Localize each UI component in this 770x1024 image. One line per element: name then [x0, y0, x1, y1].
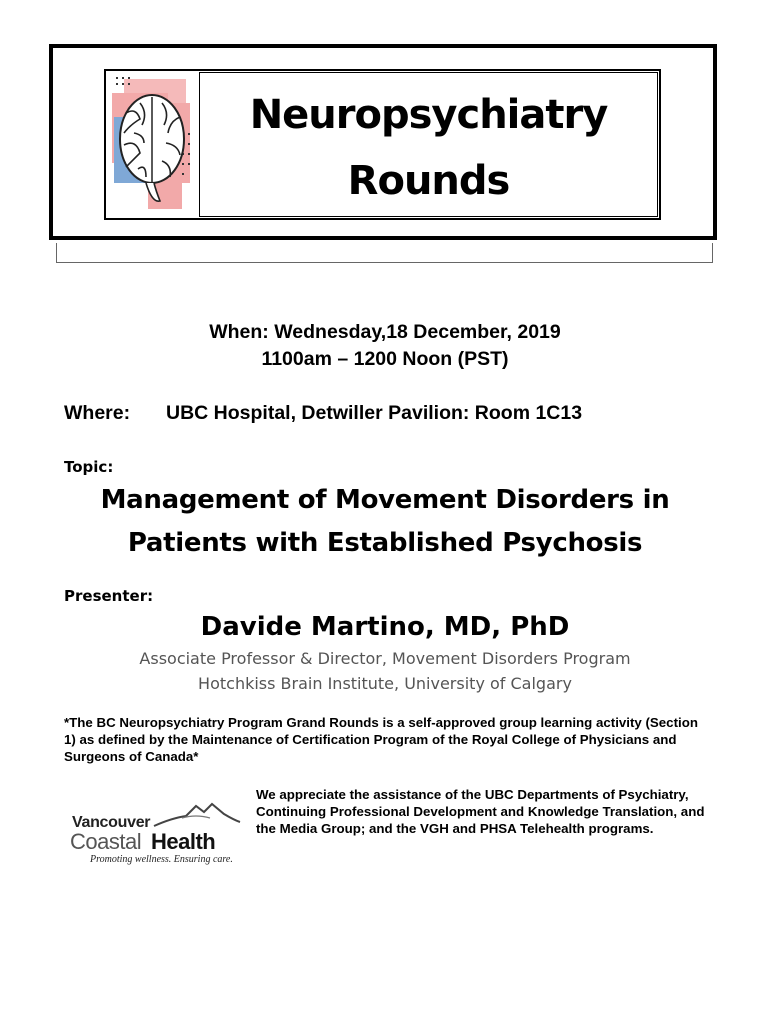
event-where-value: UBC Hospital, Detwiller Pavilion: Room 1C13	[166, 402, 583, 424]
accreditation-disclaimer: *The BC Neuropsychiatry Program Grand Rounds is a self-approved group learning activity (Section 1) as defined by the Maintenance of Certification Program of the Royal College of Physicians and Surgeons of Canada*	[64, 715, 698, 764]
presenter-title: Associate Professor & Director, Movement Disorders Program	[139, 649, 631, 668]
mountain-icon	[152, 800, 242, 830]
presenter-label: Presenter:	[64, 587, 154, 605]
appreciation-note: We appreciate the assistance of the UBC Departments of Psychiatry, Continuing Professional Development and Knowledge Translation, and the Media Group; and the VGH and PHSA Telehealth programs.	[256, 787, 705, 836]
topic-title-line1: Management of Movement Disorders in	[100, 485, 670, 515]
page-title-line1: Neuropsychiatry	[249, 92, 608, 138]
title-box	[199, 72, 658, 217]
event-when: When: Wednesday,18 December, 2019	[209, 321, 561, 343]
presenter-name: Davide Martino, MD, PhD	[200, 612, 570, 642]
event-where-label: Where:	[64, 402, 131, 424]
logo-coastal: Coastal	[70, 829, 142, 854]
page-title-line2: Rounds	[347, 158, 510, 204]
presenter-affiliation: Hotchkiss Brain Institute, University of Calgary	[198, 674, 572, 693]
topic-label: Topic:	[64, 458, 114, 476]
logo-vancouver: Vancouver	[72, 814, 151, 831]
logo-tagline: Promoting wellness. Ensuring care.	[90, 854, 233, 865]
header-shadow-bar	[56, 243, 713, 263]
vancouver-coastal-health-logo	[66, 800, 246, 870]
logo-health: Health	[151, 829, 216, 854]
event-time: 1100am – 1200 Noon (PST)	[261, 348, 509, 370]
brain-icon	[110, 73, 198, 213]
topic-title-line2: Patients with Established Psychosis	[127, 528, 643, 558]
